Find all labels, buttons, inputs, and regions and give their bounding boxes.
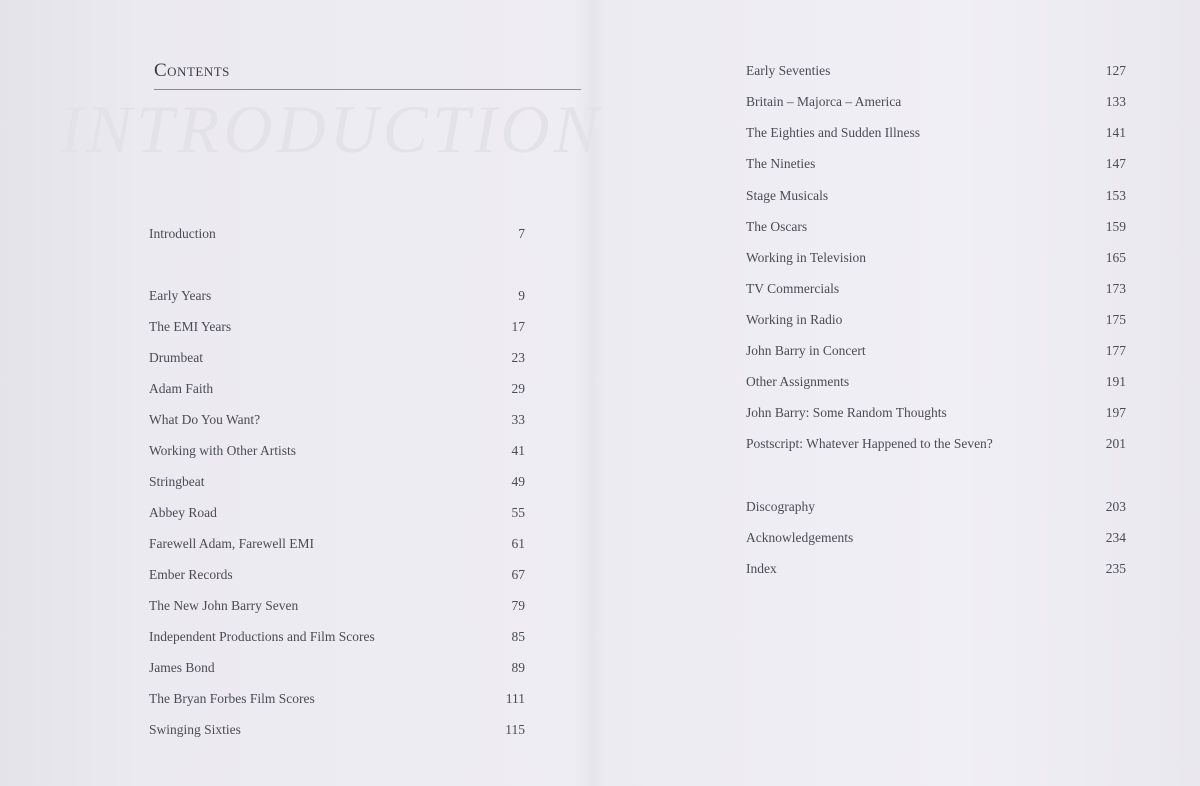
entry-title: James Bond <box>149 660 215 675</box>
entry-page-number: 67 <box>511 567 525 582</box>
entry-title: Drumbeat <box>149 350 203 365</box>
entry-page-number: 133 <box>1105 94 1126 109</box>
toc-entry <box>149 627 525 647</box>
entry-page-number: 235 <box>1105 561 1126 576</box>
entry-title: Early Years <box>149 288 212 303</box>
entry-title: Farewell Adam, Farewell EMI <box>149 536 314 551</box>
entry-page-number: 85 <box>511 629 525 644</box>
entry-title: The EMI Years <box>149 319 232 334</box>
entry-title: The New John Barry Seven <box>149 598 299 613</box>
show-through-text: INTRODUCTION <box>60 91 603 167</box>
entry-title: John Barry: Some Random Thoughts <box>746 405 947 420</box>
entry-page-number: 153 <box>1105 188 1126 203</box>
right-page <box>590 0 1200 786</box>
toc-entry <box>746 372 1126 392</box>
entry-page-number: 17 <box>511 319 525 334</box>
entry-page-number: 127 <box>1105 63 1126 78</box>
entry-page-number: 49 <box>511 474 525 489</box>
toc-entry <box>149 472 525 492</box>
toc-entry <box>746 341 1126 361</box>
entry-page-number: 29 <box>511 381 525 396</box>
entry-title: Swinging Sixties <box>149 722 241 737</box>
toc-entry <box>149 379 525 399</box>
entry-title: The Nineties <box>746 156 816 171</box>
entry-title: Index <box>746 561 777 576</box>
entry-title: Adam Faith <box>149 381 214 396</box>
entry-page-number: 89 <box>511 660 525 675</box>
entry-title: Introduction <box>149 226 216 241</box>
entry-page-number: 159 <box>1105 219 1126 234</box>
entry-page-number: 203 <box>1105 499 1126 514</box>
toc-entry <box>746 497 1126 517</box>
entry-page-number: 23 <box>511 350 525 365</box>
entry-page-number: 147 <box>1105 156 1126 171</box>
toc-entry <box>149 410 525 430</box>
entry-title: Independent Productions and Film Scores <box>149 629 375 644</box>
toc-entry <box>746 559 1126 579</box>
entry-title: John Barry in Concert <box>746 343 866 358</box>
toc-entry <box>746 186 1126 206</box>
toc-entry <box>149 348 525 368</box>
toc-entry <box>149 224 525 244</box>
entry-title: Early Seventies <box>746 63 831 78</box>
entry-page-number: 111 <box>505 691 525 706</box>
entry-title: Discography <box>746 499 815 514</box>
entry-title: The Eighties and Sudden Illness <box>746 125 920 140</box>
entry-page-number: 197 <box>1105 405 1126 420</box>
entry-page-number: 7 <box>518 226 525 241</box>
entry-page-number: 177 <box>1105 343 1126 358</box>
entry-title: Britain – Majorca – America <box>746 94 902 109</box>
heading-rule <box>154 89 581 90</box>
toc-entry <box>746 528 1126 548</box>
entry-title: Working in Radio <box>746 312 843 327</box>
toc-entry <box>746 248 1126 268</box>
entry-page-number: 141 <box>1105 125 1126 140</box>
entry-title: Postscript: Whatever Happened to the Seven? <box>746 436 993 451</box>
entry-page-number: 55 <box>511 505 525 520</box>
entry-title: Working with Other Artists <box>149 443 297 458</box>
entry-title: The Bryan Forbes Film Scores <box>149 691 315 706</box>
entry-page-number: 33 <box>511 412 525 427</box>
entry-title: Stage Musicals <box>746 188 829 203</box>
entry-page-number: 173 <box>1105 281 1126 296</box>
entry-page-number: 79 <box>511 598 525 613</box>
entry-title: Working in Television <box>746 250 866 265</box>
entry-title: Ember Records <box>149 567 233 582</box>
toc-entry <box>746 92 1126 112</box>
toc-entry <box>746 434 1126 454</box>
entry-page-number: 9 <box>518 288 525 303</box>
entry-page-number: 61 <box>511 536 525 551</box>
entry-title: Acknowledgements <box>746 530 854 545</box>
entry-page-number: 234 <box>1105 530 1126 545</box>
toc-entry <box>149 689 525 709</box>
entry-title: Other Assignments <box>746 374 850 389</box>
toc-entry <box>746 279 1126 299</box>
toc-entry <box>149 658 525 678</box>
entry-page-number: 175 <box>1105 312 1126 327</box>
toc-entry <box>746 403 1126 423</box>
toc-entry <box>149 441 525 461</box>
entry-title: Abbey Road <box>149 505 217 520</box>
entry-title: TV Commercials <box>746 281 840 296</box>
toc-entry <box>149 720 525 740</box>
entry-page-number: 191 <box>1105 374 1126 389</box>
toc-entry <box>746 154 1126 174</box>
contents-heading: Contents <box>154 60 230 81</box>
toc-entry <box>149 286 525 306</box>
entry-title: Stringbeat <box>149 474 205 489</box>
entry-title: What Do You Want? <box>149 412 261 427</box>
toc-entry <box>746 310 1126 330</box>
entry-page-number: 41 <box>511 443 525 458</box>
toc-entry <box>149 596 525 616</box>
entry-page-number: 201 <box>1105 436 1126 451</box>
toc-entry <box>746 217 1126 237</box>
toc-entry <box>149 317 525 337</box>
toc-entry <box>149 534 525 554</box>
entry-page-number: 115 <box>505 722 525 737</box>
entry-page-number: 165 <box>1105 250 1126 265</box>
toc-entry <box>746 123 1126 143</box>
toc-entry <box>746 61 1126 81</box>
entry-title: The Oscars <box>746 219 808 234</box>
toc-entry <box>149 565 525 585</box>
toc-entry <box>149 503 525 523</box>
